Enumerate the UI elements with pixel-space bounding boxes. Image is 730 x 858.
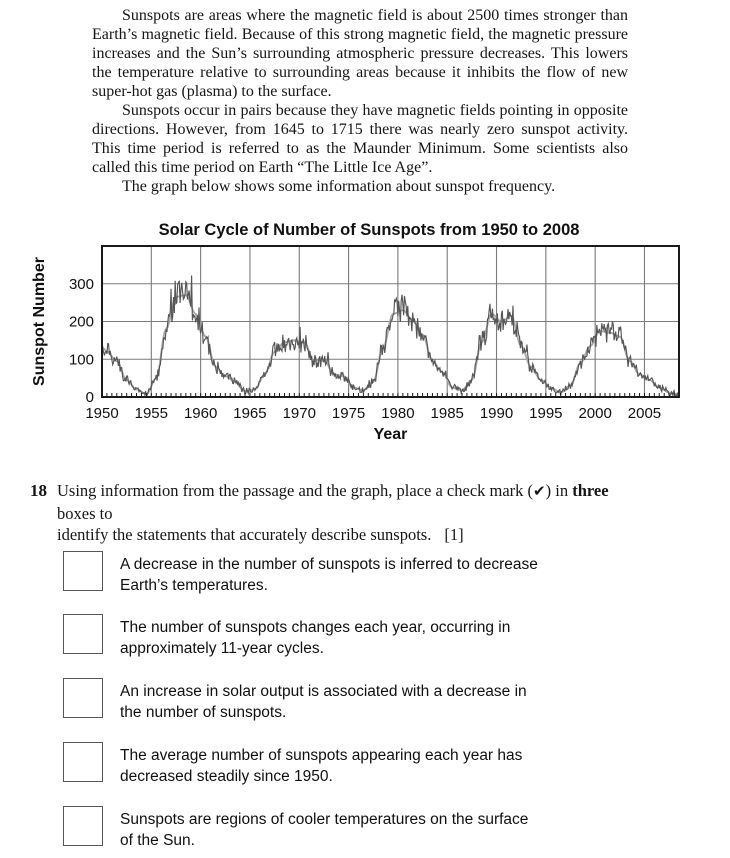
question-text	[57, 480, 632, 546]
x-tick-label: 1970	[282, 405, 316, 422]
question-number: 18	[30, 481, 47, 500]
option-statement-line: Earth’s temperatures.	[120, 577, 268, 594]
answer-checkbox[interactable]	[63, 551, 103, 591]
question-line1-pre: Using information from the passage and the graph, place a check mark (	[57, 481, 534, 500]
option-statement-line: approximately 11-year cycles.	[120, 640, 324, 657]
option-statement-line: the number of sunspots.	[120, 704, 287, 721]
question-18	[30, 480, 632, 546]
option-row	[63, 806, 570, 851]
y-tick-label: 100	[68, 351, 94, 369]
passage-paragraph-2: Sunspots occur in pairs because they have magnetic fields pointing in opposite directions. However, from 1645 to 1715 there was nearly zero sunspot activity. This time period is referred to as the Maunder Minimum. Some scientists also called this time period on Earth “The Little Ice Age”.	[92, 102, 628, 176]
sunspot-frequency-chart	[28, 220, 688, 447]
x-tick-label: 1980	[381, 405, 415, 422]
passage	[92, 6, 628, 196]
smoothed-series-line	[102, 295, 677, 395]
chart-canvas	[28, 220, 688, 447]
y-tick-label: 300	[68, 275, 94, 293]
x-tick-label: 1960	[183, 405, 218, 422]
x-tick-label: 2000	[578, 405, 612, 422]
option-row	[63, 678, 570, 723]
x-tick-label: 1985	[430, 405, 464, 422]
monthly-series-line	[102, 276, 678, 397]
option-statement-line: decreased steadily since 1950.	[120, 768, 333, 785]
x-tick-label: 1975	[331, 405, 366, 422]
answer-checkbox[interactable]	[63, 614, 103, 654]
answer-checkbox[interactable]	[63, 742, 103, 782]
chart-title: Solar Cycle of Number of Sunspots from 1950 to 2008	[158, 221, 580, 239]
y-axis-title: Sunspot Number	[31, 257, 48, 386]
option-row	[63, 551, 570, 596]
y-tick-label: 200	[68, 313, 94, 331]
option-statement	[120, 678, 570, 723]
option-row	[63, 742, 570, 787]
x-tick-label: 1955	[134, 405, 169, 422]
question-line2: identify the statements that accurately describe sunspots.	[57, 525, 432, 544]
check-mark-icon: ✔	[533, 482, 546, 500]
option-statement-line: of the Sun.	[120, 832, 195, 849]
question-line1-post: boxes to	[57, 503, 113, 523]
marks-allocation: [1]	[444, 525, 464, 544]
option-statement-line: A decrease in the number of sunspots is inferred to decrease	[120, 556, 538, 573]
option-statement-line: The average number of sunspots appearing each year has	[120, 747, 523, 764]
answer-checkbox[interactable]	[63, 806, 103, 846]
passage-paragraph-1: Sunspots are areas where the magnetic field is about 2500 times stronger than Earth’s magnetic field. Because of this strong magnetic field, the magnetic pressure increases and the Sun’s surrounding atmospheric pressure decreases. This lowers the temperature relative to surrounding areas because it inhibits the flow of new super-hot gas (plasma) to the surface.	[92, 7, 628, 100]
option-statement-line: Sunspots are regions of cooler temperatures on the surface	[120, 811, 529, 828]
question-bold-word: three	[572, 481, 609, 500]
question-line1-mid: ) in	[545, 481, 573, 500]
option-statement	[120, 742, 570, 787]
x-axis-title: Year	[373, 426, 408, 443]
option-statement	[120, 551, 570, 596]
option-statement	[120, 614, 570, 659]
option-statement	[120, 806, 570, 851]
x-tick-label: 1950	[85, 405, 119, 422]
option-statement-line: An increase in solar output is associated with a decrease in	[120, 683, 527, 700]
option-statement-line: The number of sunspots changes each year, occurring in	[120, 619, 511, 636]
y-tick-label: 0	[85, 389, 94, 406]
option-row	[63, 614, 570, 659]
x-tick-label: 1995	[529, 405, 563, 422]
x-tick-label: 1990	[479, 405, 514, 422]
x-tick-label: 2005	[627, 405, 662, 422]
x-tick-label: 1965	[233, 405, 267, 422]
passage-paragraph-3: The graph below shows some information about sunspot frequency.	[122, 178, 556, 195]
answer-checkbox[interactable]	[63, 678, 103, 718]
